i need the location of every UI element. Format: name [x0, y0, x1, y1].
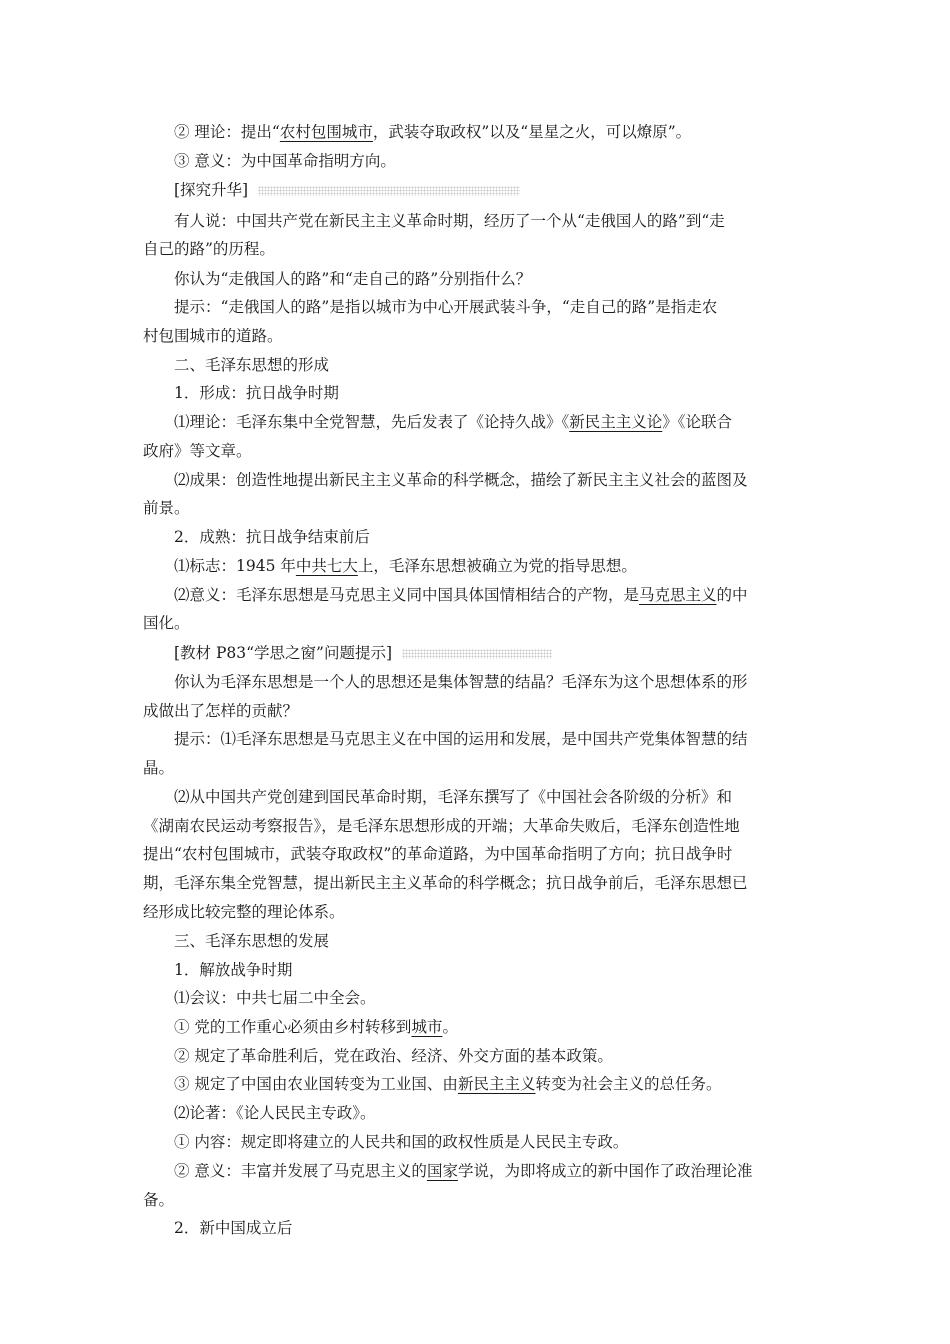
subheading: 1．形成：抗日战争时期	[174, 384, 339, 402]
paragraph-line: 政府》等文章。	[143, 442, 252, 460]
underlined-term: 农村包围城市	[279, 123, 373, 141]
paragraph-line: ② 意义：丰富并发展了马克思主义的国家学说，为即将成立的新中国作了政治理论准	[174, 1162, 753, 1180]
paragraph-line: 有人说：中国共产党在新民主主义革命时期，经历了一个从“走俄国人的路”到“走	[174, 212, 725, 230]
paragraph-line: 备。	[143, 1191, 175, 1209]
paragraph-line: ③ 意义：为中国革命指明方向。	[174, 152, 396, 170]
subheading: 2．成熟：抗日战争结束前后	[174, 528, 370, 546]
section-label: [教材 P83“学思之窗”问题提示]	[174, 642, 552, 664]
dotted-decoration	[402, 649, 552, 659]
paragraph-line: 提示：⑴毛泽东思想是马克思主义在中国的运用和发展，是中国共产党集体智慧的结	[174, 730, 748, 748]
subheading: 2．新中国成立后	[174, 1219, 293, 1237]
paragraph-line: ③ 规定了中国由农业国转变为工业国、由新民主主义转变为社会主义的总任务。	[174, 1075, 722, 1093]
paragraph-line: 《湖南农民运动考察报告》，是毛泽东思想形成的开端；大革命失败后，毛泽东创造性地	[143, 817, 740, 835]
paragraph-line: 经形成比较完整的理论体系。	[143, 903, 345, 921]
paragraph-line: 自己的路”的历程。	[143, 240, 275, 258]
underlined-term: 国家	[426, 1162, 458, 1180]
paragraph-line: 村包围城市的道路。	[143, 327, 283, 345]
paragraph-line: 国化。	[143, 614, 190, 632]
dotted-decoration	[258, 186, 520, 196]
underlined-term: 马克思主义	[639, 586, 717, 604]
paragraph-line: ② 理论：提出“农村包围城市，武装夺取政权”以及“星星之火，可以燎原”。	[174, 123, 692, 141]
section-heading: 三、毛泽东思想的发展	[174, 932, 330, 950]
underlined-term: 城市	[411, 1018, 443, 1036]
paragraph-line: ② 规定了革命胜利后，党在政治、经济、外交方面的基本政策。	[174, 1047, 613, 1065]
underlined-term: 新民主主义论	[569, 413, 663, 431]
section-label: [探究升华]	[174, 179, 520, 201]
paragraph-line: 你认为“走俄国人的路”和“走自己的路”分别指什么？	[174, 270, 532, 288]
paragraph-line: 提出“农村包围城市，武装夺取政权”的革命道路，为中国革命指明了方向；抗日战争时	[143, 845, 733, 863]
paragraph-line: ⑵论著：《论人民民主专政》。	[174, 1104, 376, 1122]
paragraph-line: 提示：“走俄国人的路”是指以城市为中心开展武装斗争，“走自己的路”是指走农	[174, 298, 718, 316]
paragraph-line: 成做出了怎样的贡献？	[143, 702, 299, 720]
paragraph-line: 前景。	[143, 499, 190, 517]
section-heading: 二、毛泽东思想的形成	[174, 356, 330, 374]
paragraph-line: 晶。	[143, 759, 175, 777]
paragraph-line: ① 党的工作重心必须由乡村转移到城市。	[174, 1018, 458, 1036]
paragraph-line: ⑴标志：1945 年中共七大上，毛泽东思想被确立为党的指导思想。	[174, 557, 637, 575]
underlined-term: 中共七大	[295, 557, 358, 575]
paragraph-line: ⑴理论：毛泽东集中全党智慧，先后发表了《论持久战》《新民主主义论》《论联合	[174, 413, 733, 431]
paragraph-line: ⑵从中国共产党创建到国民革命时期，毛泽东撰写了《中国社会各阶级的分析》和	[174, 788, 733, 806]
paragraph-line: ⑴会议：中共七届二中全会。	[174, 989, 376, 1007]
paragraph-line: ⑵意义：毛泽东思想是马克思主义同中国具体国情相结合的产物，是马克思主义的中	[174, 586, 748, 604]
paragraph-line: ① 内容：规定即将建立的人民共和国的政权性质是人民民主专政。	[174, 1133, 629, 1151]
paragraph-line: 期，毛泽东集全党智慧，提出新民主主义革命的科学概念；抗日战争前后，毛泽东思想已	[143, 874, 748, 892]
paragraph-line: ⑵成果：创造性地提出新民主主义革命的科学概念，描绘了新民主主义社会的蓝图及	[174, 471, 748, 489]
underlined-term: 新民主主义	[457, 1075, 536, 1093]
subheading: 1．解放战争时期	[174, 961, 293, 979]
paragraph-line: 你认为毛泽东思想是一个人的思想还是集体智慧的结晶？毛泽东为这个思想体系的形	[174, 673, 748, 691]
